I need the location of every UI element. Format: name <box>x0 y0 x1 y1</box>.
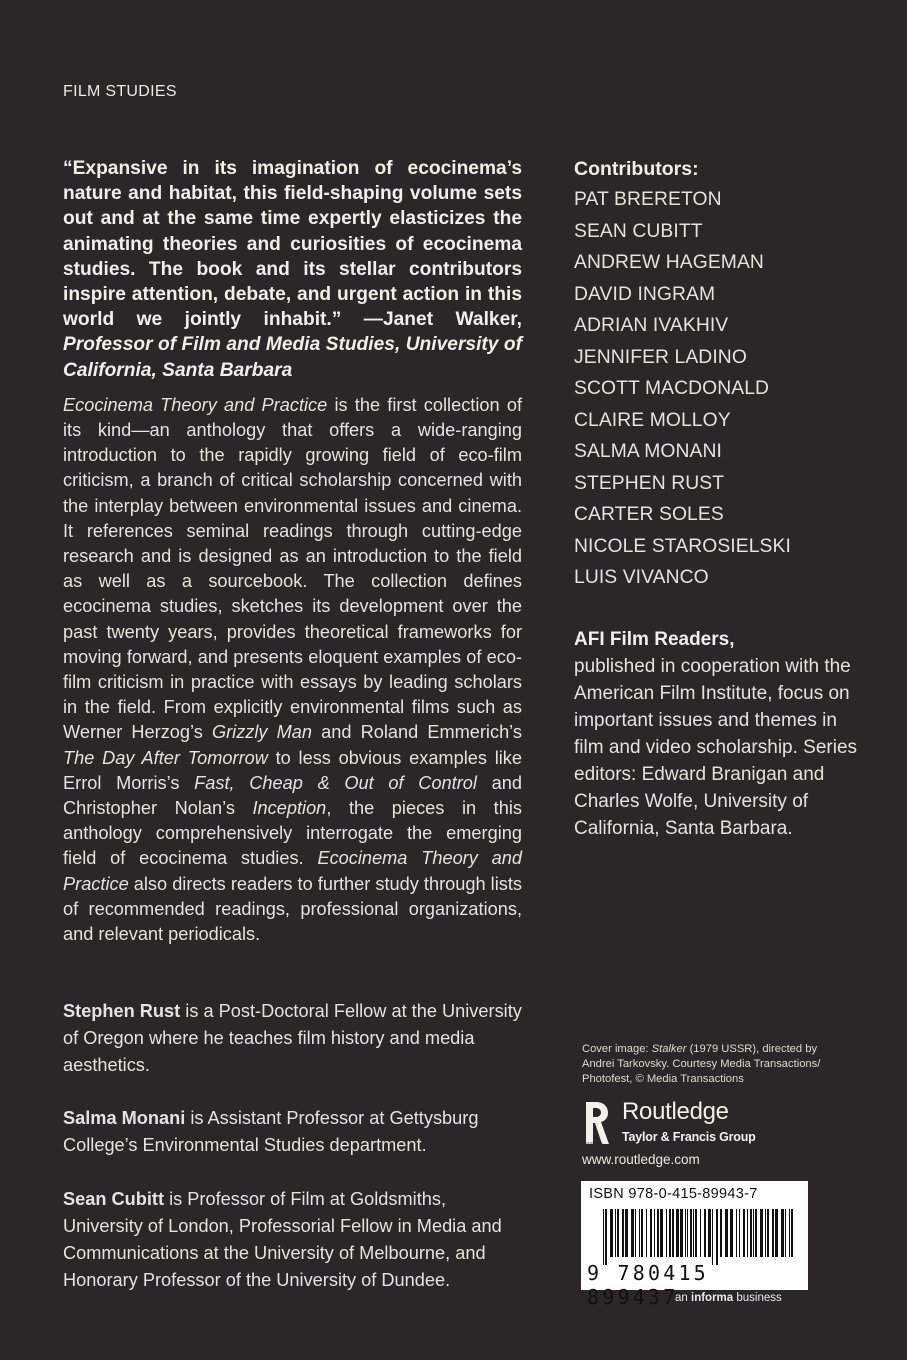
cover-credit <box>582 1042 842 1087</box>
barcode-bar <box>760 1209 763 1257</box>
blurb-text: and Christopher Nolan’s <box>63 772 523 819</box>
routledge-r-icon <box>582 1100 612 1146</box>
barcode-bar <box>789 1209 790 1257</box>
film-title: Inception <box>252 798 327 819</box>
credit-text: (1979 USSR), directed by Andrei Tarkovsky. Courtesy Media Transactions/ Photofest, © Media Transactions <box>582 1043 821 1085</box>
barcode-bar <box>785 1209 786 1257</box>
barcode-bar <box>695 1209 697 1257</box>
informa-brand: informa <box>691 1292 734 1304</box>
barcode-bar <box>791 1209 793 1257</box>
barcode-bar <box>650 1209 652 1257</box>
barcode-bar <box>767 1209 769 1257</box>
endorsement-quote <box>63 156 522 383</box>
barcode-bar <box>605 1209 607 1265</box>
blurb-text: also directs readers to further study through lists of recommended readings, professional organizations, and relevant periodicals. <box>63 873 522 945</box>
barcode-bar <box>753 1209 754 1257</box>
contributor-name: NICOLE STAROSIELSKI <box>574 535 791 557</box>
barcode-bar <box>687 1209 688 1257</box>
series-info <box>574 626 864 842</box>
barcode-bar <box>657 1209 659 1257</box>
barcode-bar <box>641 1209 643 1257</box>
film-title: Grizzly Man <box>211 722 313 743</box>
blurb-text: is the first collection of its kind—an anthology that offers a wide-ranging introduction to the rapidly growing field of eco-film criticism, a branch of critical scholarship concerned with the interplay between environmental issues and cinema. It references seminal readings through cutting-edge research and is designed as an introduction to the field as well as a sourcebook. The collection defines ecocinema studies, sketches its development over the past twenty years, provides theoretical frameworks for moving forward, and presents eloquent examples of eco-film criticism in practice with essays by leading scholars in the field. From explicitly environmental films such as Werner Herzog’s <box>63 394 522 743</box>
blurb-text: and Roland Emmerich’s <box>312 722 522 743</box>
contributor-name: PAT BRERETON <box>574 189 722 210</box>
quote-text: “Expansive in its imagination of ecocinema’s nature and habitat, this field-shaping volume sets out and at the same time expertly elasticizes the animating theories and curiosities of ecocinema studies. The book and its stellar contributors inspire attention, debate, and urgent action in this world we jointly inhabit.” <box>63 158 522 331</box>
barcode-bar <box>654 1209 655 1257</box>
series-title: AFI Film Readers, <box>574 629 735 650</box>
barcode-bar <box>603 1209 604 1265</box>
editor-name: Stephen Rust <box>63 1001 181 1021</box>
publisher-group: Taylor & Francis Group <box>622 1130 756 1144</box>
barcode-bar <box>610 1209 613 1257</box>
barcode-bar <box>693 1209 694 1257</box>
film-title: The Day After Tomorrow <box>63 747 268 768</box>
barcode-bar <box>781 1209 784 1257</box>
film-title: Fast, Cheap & Out of Control <box>194 772 477 793</box>
quote-attribution-name: —Janet Walker, <box>363 309 522 331</box>
barcode-bar <box>690 1209 692 1257</box>
barcode-bar <box>712 1209 713 1265</box>
contributor-name: DAVID INGRAM <box>574 283 716 305</box>
barcode-bar <box>747 1209 748 1257</box>
contributor-name: SCOTT MACDONALD <box>574 378 770 399</box>
book-title: Ecocinema Theory and Practice <box>63 848 522 894</box>
barcode-bar <box>685 1209 686 1257</box>
contributor-name: JENNIFER LADINO <box>574 346 747 368</box>
barcode-bar <box>755 1209 757 1257</box>
barcode-bar <box>666 1209 667 1257</box>
publisher-logo <box>582 1098 822 1148</box>
barcode-bar <box>743 1209 745 1257</box>
left-column <box>63 156 522 947</box>
barcode-bar <box>676 1209 679 1257</box>
logo-text: ROUTLEDGE <box>584 1141 603 1145</box>
contributor-name: ANDREW HAGEMAN <box>574 252 764 273</box>
barcode-bar <box>680 1209 683 1257</box>
barcode-bar <box>720 1209 722 1257</box>
barcode-bar <box>765 1209 766 1257</box>
contributors-list <box>574 184 874 594</box>
barcode-bar <box>775 1209 778 1257</box>
series-description: published in cooperation with the American Film Institute, focus on important issues and themes in film and video scholarship. Series editors: Edward Branigan and Charles Wolfe, University of California, Santa Barbara. <box>574 656 858 839</box>
credit-prefix: Cover image: <box>582 1043 652 1055</box>
tagline-suffix: business <box>733 1292 782 1304</box>
contributors-section <box>574 156 874 594</box>
isbn-label: ISBN 978-0-415-89943-7 <box>589 1186 758 1202</box>
editor-bio-text: is a Post-Doctoral Fellow at the University of Oregon where he teaches film history and media aesthetics. <box>63 1001 522 1075</box>
editor-name: Salma Monani <box>63 1108 186 1128</box>
credit-film: Stalker <box>651 1043 687 1055</box>
quote-attribution-title: Professor of Film and Media Studies, University of California, Santa Barbara <box>63 334 522 381</box>
editor-bio <box>63 1186 522 1294</box>
barcode-bar <box>646 1209 647 1257</box>
contributor-name: SEAN CUBITT <box>574 220 703 242</box>
barcode-bar <box>615 1209 616 1257</box>
barcode-bar <box>708 1209 711 1257</box>
barcode-bar <box>622 1209 624 1257</box>
editor-bio-text: is Assistant Professor at Gettysburg College’s Environmental Studies department. <box>63 1108 479 1155</box>
contributor-name: ADRIAN IVAKHIV <box>574 315 729 336</box>
category-label: FILM STUDIES <box>63 83 177 100</box>
barcode-bar <box>625 1209 628 1257</box>
barcode-bar <box>704 1209 706 1257</box>
contributor-name: STEPHEN RUST <box>574 472 725 494</box>
barcode-bar <box>635 1209 636 1257</box>
barcode-bar <box>736 1209 737 1257</box>
barcode-bar <box>700 1209 701 1257</box>
barcode-bar <box>639 1209 640 1257</box>
editor-name: Sean Cubitt <box>63 1189 165 1209</box>
editor-bio <box>63 998 522 1079</box>
barcode-bar <box>660 1209 663 1257</box>
barcode-bar <box>716 1209 718 1265</box>
isbn-digits: 9 780415 899437 <box>587 1261 709 1309</box>
blurb-text: , the pieces in this anthology comprehensively interrogate the emerging field of ecocinema studies. <box>63 798 522 869</box>
editor-bio-text: is Professor of Film at Goldsmiths, University of London, Professorial Fellow in Media and Communications at the University of Melbourne, and Honorary Professor of the University of Dundee. <box>63 1189 502 1290</box>
contributors-heading: Contributors: <box>574 158 699 180</box>
blurb-text: to less obvious examples like Errol Morris’s <box>63 747 522 793</box>
book-description <box>63 393 522 947</box>
barcode-bar <box>617 1209 619 1257</box>
barcode-bar <box>772 1209 774 1257</box>
barcode-bar <box>725 1209 728 1257</box>
editor-bio <box>63 1105 522 1159</box>
barcode-bar <box>631 1209 634 1257</box>
tagline-prefix: an <box>675 1292 691 1304</box>
informa-tagline <box>675 1292 782 1304</box>
contributor-name: CLAIRE MOLLOY <box>574 409 731 431</box>
barcode-bar <box>669 1209 671 1257</box>
barcode-bars <box>581 1209 808 1265</box>
contributor-name: CARTER SOLES <box>574 504 724 525</box>
contributor-name: SALMA MONANI <box>574 441 722 462</box>
book-title: Ecocinema Theory and Practice <box>63 394 328 415</box>
contributor-name: LUIS VIVANCO <box>574 567 709 588</box>
publisher-url[interactable]: www.routledge.com <box>582 1152 700 1167</box>
barcode-bar <box>672 1209 674 1257</box>
barcode-bar <box>739 1209 740 1257</box>
barcode-bar <box>750 1209 752 1257</box>
publisher-name: Routledge <box>622 1098 729 1125</box>
barcode-bar <box>730 1209 733 1257</box>
